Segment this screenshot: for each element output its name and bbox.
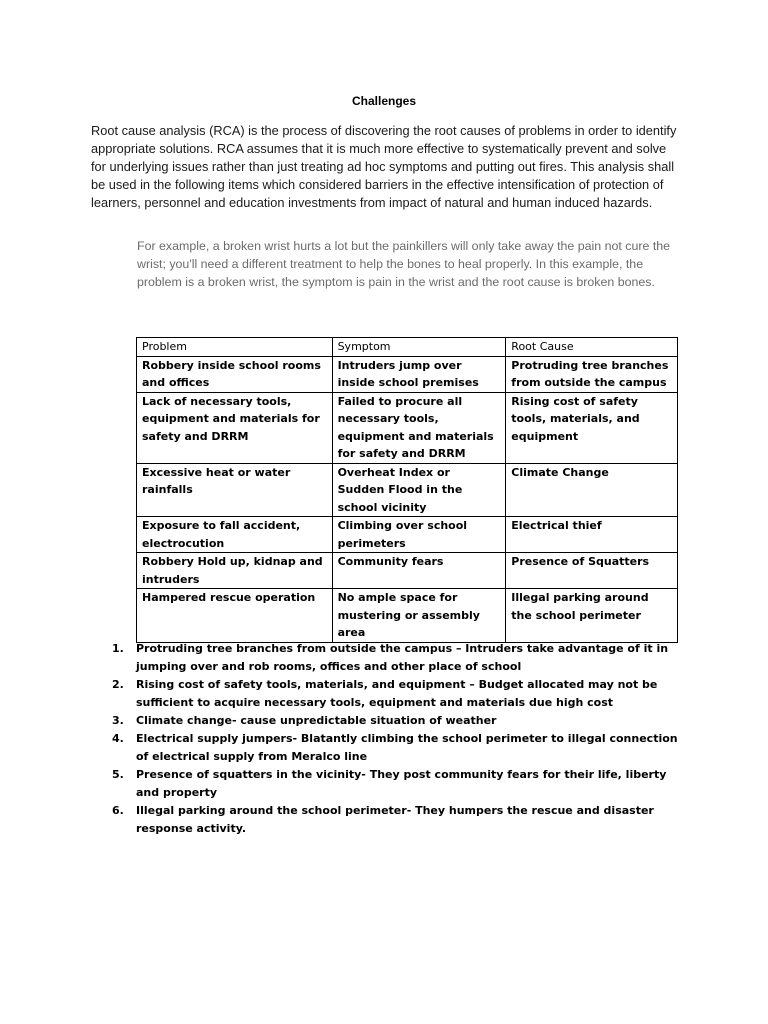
numbered-notes-list <box>112 640 681 838</box>
intro-paragraph: Root cause analysis (RCA) is the process of discovering the root causes of problems in order to identify appropriate solutions. RCA assumes that it is much more effective to systematically prevent and solve for underlying issues rather than just treating ad hoc symptoms and putting out fires. This analysis shall be used in the following items which considered barriers in the effective intensification of protection of learners, personnel and education investments from impact of natural and human induced hazards. <box>91 123 677 210</box>
list-item-number: 1. <box>112 642 124 655</box>
list-item-number: 2. <box>112 678 124 691</box>
list-item <box>112 676 681 712</box>
problem-cell: Robbery Hold up, kidnap and intruders <box>137 553 333 589</box>
symptom-cell: Overheat Index or Sudden Flood in the school vicinity <box>332 463 506 517</box>
table-row <box>137 589 678 643</box>
list-item <box>112 730 681 766</box>
table-header-row <box>137 338 678 357</box>
list-item <box>112 640 681 676</box>
table-row <box>137 517 678 553</box>
root-cause-cell: Electrical thief <box>506 517 678 553</box>
column-header-root-cause: Root Cause <box>506 338 678 357</box>
root-cause-cell: Rising cost of safety tools, materials, and equipment <box>506 392 678 463</box>
list-item <box>112 802 681 838</box>
list-item <box>112 766 681 802</box>
symptom-cell: Climbing over school perimeters <box>332 517 506 553</box>
symptom-cell: Failed to procure all necessary tools, equipment and materials for safety and DRRM <box>332 392 506 463</box>
list-item-number: 6. <box>112 804 124 817</box>
problem-cell: Lack of necessary tools, equipment and materials for safety and DRRM <box>137 392 333 463</box>
page-title: Challenges <box>351 94 417 108</box>
list-item <box>112 712 681 730</box>
list-item-text: Electrical supply jumpers- Blatantly climbing the school perimeter to illegal connection of electrical supply from Meralco line <box>136 732 678 763</box>
list-item-text: Rising cost of safety tools, materials, and equipment – Budget allocated may not be sufficient to acquire necessary tools, equipment and materials due high cost <box>136 678 658 709</box>
problem-cell: Exposure to fall accident, electrocution <box>137 517 333 553</box>
symptom-cell: Intruders jump over inside school premises <box>332 356 506 392</box>
problem-cell: Robbery inside school rooms and offices <box>137 356 333 392</box>
root-cause-cell: Protruding tree branches from outside the campus <box>506 356 678 392</box>
root-cause-cell: Illegal parking around the school perimeter <box>506 589 678 643</box>
root-cause-table <box>136 337 678 643</box>
root-cause-cell: Presence of Squatters <box>506 553 678 589</box>
list-item-number: 5. <box>112 768 124 781</box>
table-row <box>137 356 678 392</box>
list-item-text: Presence of squatters in the vicinity- They post community fears for their life, liberty and property <box>136 768 667 799</box>
root-cause-cell: Climate Change <box>506 463 678 517</box>
list-item-number: 4. <box>112 732 124 745</box>
symptom-cell: Community fears <box>332 553 506 589</box>
column-header-symptom: Symptom <box>332 338 506 357</box>
table-row <box>137 553 678 589</box>
symptom-cell: No ample space for mustering or assembly area <box>332 589 506 643</box>
table-row <box>137 463 678 517</box>
list-item-text: Protruding tree branches from outside the campus – Intruders take advantage of it in jumping over and rob rooms, offices and other place of school <box>136 642 669 673</box>
problem-cell: Hampered rescue operation <box>137 589 333 643</box>
problem-cell: Excessive heat or water rainfalls <box>137 463 333 517</box>
column-header-problem: Problem <box>137 338 333 357</box>
list-item-text: Illegal parking around the school perimeter- They humpers the rescue and disaster response activity. <box>136 804 654 835</box>
example-quote: For example, a broken wrist hurts a lot but the painkillers will only take away the pain not cure the wrist; you'll need a different treatment to help the bones to heal properly. In this example, the problem is a broken wrist, the symptom is pain in the wrist and the root cause is broken bones. <box>137 239 671 289</box>
list-item-text: Climate change- cause unpredictable situation of weather <box>136 714 497 727</box>
table-row <box>137 392 678 463</box>
list-item-number: 3. <box>112 714 124 727</box>
